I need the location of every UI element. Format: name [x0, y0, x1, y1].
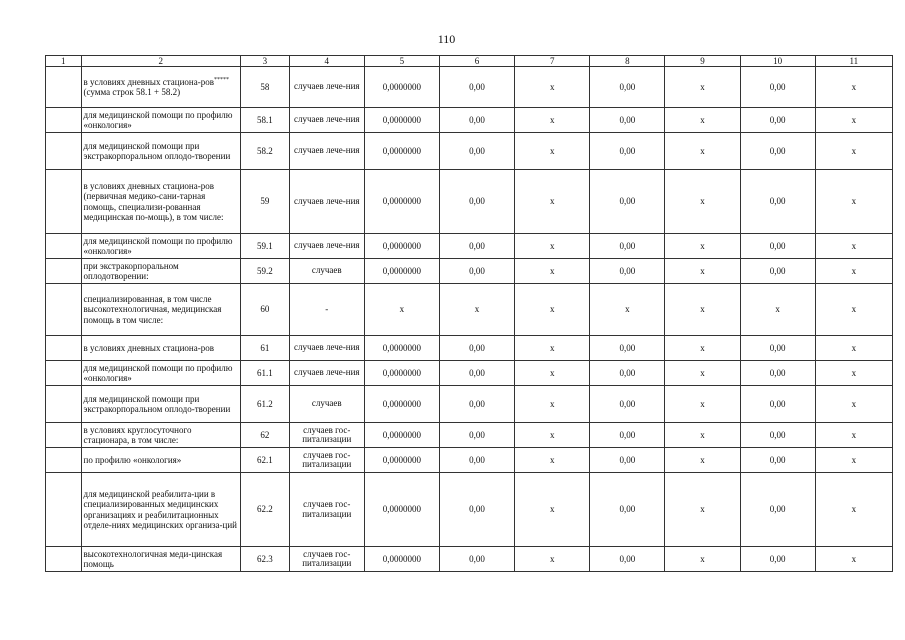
value-cell-10: 0,00: [740, 170, 815, 234]
page-number: 110: [437, 32, 456, 46]
value-cell-7: х: [515, 284, 590, 336]
value-cell-9: х: [665, 234, 740, 259]
value-cell-7: х: [515, 361, 590, 386]
row-col-1-cell: [46, 448, 82, 473]
value-cell-9: х: [665, 473, 740, 547]
value-cell-6: х: [439, 284, 514, 336]
value-cell-6: 0,00: [439, 423, 514, 448]
value-cell-7: х: [515, 386, 590, 423]
value-cell-8: 0,00: [590, 386, 665, 423]
value-cell-5: 0,0000000: [364, 170, 439, 234]
value-cell-9: х: [665, 108, 740, 133]
value-cell-8: 0,00: [590, 473, 665, 547]
value-cell-10: 0,00: [740, 336, 815, 361]
row-col-1-cell: [46, 259, 82, 284]
value-cell-9: х: [665, 133, 740, 170]
row-name-text: для медицинской помощи по профилю «онкология»: [83, 235, 233, 256]
value-cell-8: 0,00: [590, 361, 665, 386]
value-cell-9: х: [665, 423, 740, 448]
value-cell-7: х: [515, 170, 590, 234]
table-row: [46, 234, 893, 259]
value-cell-8: 0,00: [590, 234, 665, 259]
table-row: [46, 284, 893, 336]
value-cell-10: 0,00: [740, 259, 815, 284]
value-cell-10: 0,00: [740, 473, 815, 547]
value-cell-5: 0,0000000: [364, 423, 439, 448]
value-cell-5: 0,0000000: [364, 108, 439, 133]
value-cell-10: х: [740, 284, 815, 336]
column-header: 11: [815, 56, 892, 67]
value-cell-11: х: [815, 386, 892, 423]
row-unit-cell: случаев гос-питализации: [289, 547, 364, 572]
row-name-text: в условиях дневных стациона-ров (первичная медико-сани-тарная помощь, специализи-рованная медицинская по-мощь), в том числе:: [83, 180, 224, 222]
row-number-cell: 61.2: [240, 386, 289, 423]
value-cell-5: 0,0000000: [364, 336, 439, 361]
row-name-text: специализированная, в том числе высокотехнологичная, медицинская помощь в том числе:: [83, 293, 222, 325]
value-cell-8: 0,00: [590, 133, 665, 170]
value-cell-7: х: [515, 423, 590, 448]
row-name-text: для медицинской помощи по профилю «онкология»: [83, 109, 233, 130]
row-name-text: в условиях дневных стациона-ров: [83, 342, 214, 353]
row-number-cell: 60: [240, 284, 289, 336]
row-number-cell: 62.3: [240, 547, 289, 572]
value-cell-9: х: [665, 284, 740, 336]
row-unit-cell: случаев лече-ния: [289, 108, 364, 133]
value-cell-6: 0,00: [439, 386, 514, 423]
value-cell-6: 0,00: [439, 547, 514, 572]
value-cell-7: х: [515, 234, 590, 259]
row-name-text: при экстракорпоральном оплодотворении:: [83, 260, 179, 281]
footnote-marker: *****: [213, 76, 229, 83]
row-number-cell: 62.1: [240, 448, 289, 473]
row-col-1-cell: [46, 234, 82, 259]
row-name-cell: [81, 284, 240, 336]
value-cell-11: х: [815, 67, 892, 108]
value-cell-11: х: [815, 170, 892, 234]
row-col-1-cell: [46, 547, 82, 572]
row-number-cell: 61: [240, 336, 289, 361]
value-cell-6: 0,00: [439, 336, 514, 361]
table-row: [46, 108, 893, 133]
value-cell-11: х: [815, 284, 892, 336]
value-cell-5: 0,0000000: [364, 133, 439, 170]
row-number-cell: 59: [240, 170, 289, 234]
value-cell-8: 0,00: [590, 423, 665, 448]
row-name-cell: [81, 386, 240, 423]
value-cell-8: 0,00: [590, 336, 665, 361]
value-cell-11: х: [815, 473, 892, 547]
row-name-cell: [81, 133, 240, 170]
value-cell-10: 0,00: [740, 108, 815, 133]
value-cell-11: х: [815, 108, 892, 133]
value-cell-11: х: [815, 448, 892, 473]
row-unit-cell: случаев лече-ния: [289, 336, 364, 361]
row-unit-cell: -: [289, 284, 364, 336]
value-cell-10: 0,00: [740, 361, 815, 386]
row-col-1-cell: [46, 133, 82, 170]
row-unit-cell: случаев: [289, 259, 364, 284]
value-cell-6: 0,00: [439, 67, 514, 108]
row-name-text: в условиях круглосуточного стационара, в том числе:: [83, 424, 192, 445]
row-col-1-cell: [46, 386, 82, 423]
row-name-cell: [81, 259, 240, 284]
value-cell-5: 0,0000000: [364, 448, 439, 473]
value-cell-9: х: [665, 386, 740, 423]
value-cell-5: 0,0000000: [364, 547, 439, 572]
row-number-cell: 62: [240, 423, 289, 448]
row-unit-cell: случаев лече-ния: [289, 170, 364, 234]
row-col-1-cell: [46, 67, 82, 108]
value-cell-9: х: [665, 448, 740, 473]
data-table: [45, 55, 893, 572]
row-col-1-cell: [46, 361, 82, 386]
value-cell-6: 0,00: [439, 448, 514, 473]
table-row: [46, 170, 893, 234]
table-row: [46, 361, 893, 386]
column-header: 10: [740, 56, 815, 67]
row-number-cell: 62.2: [240, 473, 289, 547]
row-name-cell: [81, 547, 240, 572]
row-name-text: для медицинской помощи по профилю «онкология»: [83, 362, 233, 383]
value-cell-6: 0,00: [439, 361, 514, 386]
column-header: 4: [289, 56, 364, 67]
row-name-text: для медицинской помощи при экстракорпоральном оплодо-творении: [83, 393, 231, 414]
value-cell-11: х: [815, 361, 892, 386]
value-cell-9: х: [665, 547, 740, 572]
value-cell-7: х: [515, 448, 590, 473]
value-cell-7: х: [515, 473, 590, 547]
value-cell-7: х: [515, 336, 590, 361]
value-cell-11: х: [815, 336, 892, 361]
value-cell-6: 0,00: [439, 133, 514, 170]
table-row: [46, 386, 893, 423]
value-cell-5: 0,0000000: [364, 386, 439, 423]
row-number-cell: 58: [240, 67, 289, 108]
value-cell-8: 0,00: [590, 67, 665, 108]
value-cell-7: х: [515, 108, 590, 133]
value-cell-10: 0,00: [740, 67, 815, 108]
value-cell-7: х: [515, 547, 590, 572]
column-header: 9: [665, 56, 740, 67]
row-col-1-cell: [46, 284, 82, 336]
table-row: [46, 448, 893, 473]
column-header: 8: [590, 56, 665, 67]
row-number-cell: 58.2: [240, 133, 289, 170]
row-name-text: по профилю «онкология»: [83, 454, 182, 465]
value-cell-11: х: [815, 133, 892, 170]
row-name-cell: [81, 336, 240, 361]
value-cell-10: 0,00: [740, 448, 815, 473]
row-number-cell: 59.2: [240, 259, 289, 284]
value-cell-9: х: [665, 259, 740, 284]
value-cell-5: 0,0000000: [364, 473, 439, 547]
value-cell-9: х: [665, 361, 740, 386]
value-cell-7: х: [515, 259, 590, 284]
value-cell-11: х: [815, 234, 892, 259]
value-cell-9: х: [665, 67, 740, 108]
value-cell-5: 0,0000000: [364, 234, 439, 259]
row-unit-cell: случаев лече-ния: [289, 133, 364, 170]
value-cell-7: х: [515, 133, 590, 170]
table-row: [46, 133, 893, 170]
value-cell-11: х: [815, 547, 892, 572]
row-name-text: в условиях дневных стациона-ров: [83, 76, 214, 87]
row-name-cell: [81, 423, 240, 448]
row-unit-cell: случаев: [289, 386, 364, 423]
column-header: 1: [46, 56, 82, 67]
row-name-cell: [81, 473, 240, 547]
row-col-1-cell: [46, 473, 82, 547]
value-cell-7: х: [515, 67, 590, 108]
row-name-cell: [81, 170, 240, 234]
value-cell-10: 0,00: [740, 423, 815, 448]
value-cell-5: 0,0000000: [364, 67, 439, 108]
row-name-tail: (сумма строк 58.1 + 58.2): [83, 87, 181, 97]
value-cell-10: 0,00: [740, 547, 815, 572]
row-number-cell: 59.1: [240, 234, 289, 259]
table-row: [46, 547, 893, 572]
value-cell-10: 0,00: [740, 234, 815, 259]
row-col-1-cell: [46, 336, 82, 361]
row-unit-cell: случаев гос-питализации: [289, 423, 364, 448]
column-header: 2: [81, 56, 240, 67]
row-unit-cell: случаев лече-ния: [289, 361, 364, 386]
value-cell-8: 0,00: [590, 108, 665, 133]
value-cell-6: 0,00: [439, 259, 514, 284]
row-unit-cell: случаев лече-ния: [289, 234, 364, 259]
table-row: [46, 259, 893, 284]
value-cell-6: 0,00: [439, 108, 514, 133]
row-name-cell: [81, 448, 240, 473]
value-cell-8: 0,00: [590, 259, 665, 284]
value-cell-8: 0,00: [590, 170, 665, 234]
row-col-1-cell: [46, 108, 82, 133]
value-cell-5: х: [364, 284, 439, 336]
value-cell-8: х: [590, 284, 665, 336]
row-name-cell: [81, 361, 240, 386]
value-cell-5: 0,0000000: [364, 259, 439, 284]
value-cell-9: х: [665, 336, 740, 361]
value-cell-8: 0,00: [590, 448, 665, 473]
row-unit-cell: случаев гос-питализации: [289, 473, 364, 547]
row-name-text: высокотехнологичная меди-цинская помощь: [83, 548, 223, 569]
row-number-cell: 58.1: [240, 108, 289, 133]
table-row: [46, 423, 893, 448]
value-cell-6: 0,00: [439, 234, 514, 259]
table-body: [46, 67, 893, 572]
value-cell-11: х: [815, 259, 892, 284]
column-header: 3: [240, 56, 289, 67]
row-name-cell: [81, 234, 240, 259]
value-cell-10: 0,00: [740, 133, 815, 170]
value-cell-8: 0,00: [590, 547, 665, 572]
table-row: [46, 336, 893, 361]
row-name-text: для медицинской реабилита-ции в специализированных медицинских организациях и реабилитационных отделе-ниях медицинских организа-ций: [83, 488, 237, 530]
value-cell-5: 0,0000000: [364, 361, 439, 386]
header-row: [46, 56, 893, 67]
table-row: [46, 67, 893, 108]
column-header: 5: [364, 56, 439, 67]
value-cell-6: 0,00: [439, 473, 514, 547]
row-unit-cell: случаев лече-ния: [289, 67, 364, 108]
column-header: 7: [515, 56, 590, 67]
row-name-cell: [81, 67, 240, 108]
table-row: [46, 473, 893, 547]
row-col-1-cell: [46, 423, 82, 448]
row-name-cell: [81, 108, 240, 133]
row-col-1-cell: [46, 170, 82, 234]
row-name-text: для медицинской помощи при экстракорпоральном оплодо-творении: [83, 140, 231, 161]
row-number-cell: 61.1: [240, 361, 289, 386]
value-cell-6: 0,00: [439, 170, 514, 234]
value-cell-10: 0,00: [740, 386, 815, 423]
column-header: 6: [439, 56, 514, 67]
value-cell-11: х: [815, 423, 892, 448]
row-unit-cell: случаев гос-питализации: [289, 448, 364, 473]
value-cell-9: х: [665, 170, 740, 234]
